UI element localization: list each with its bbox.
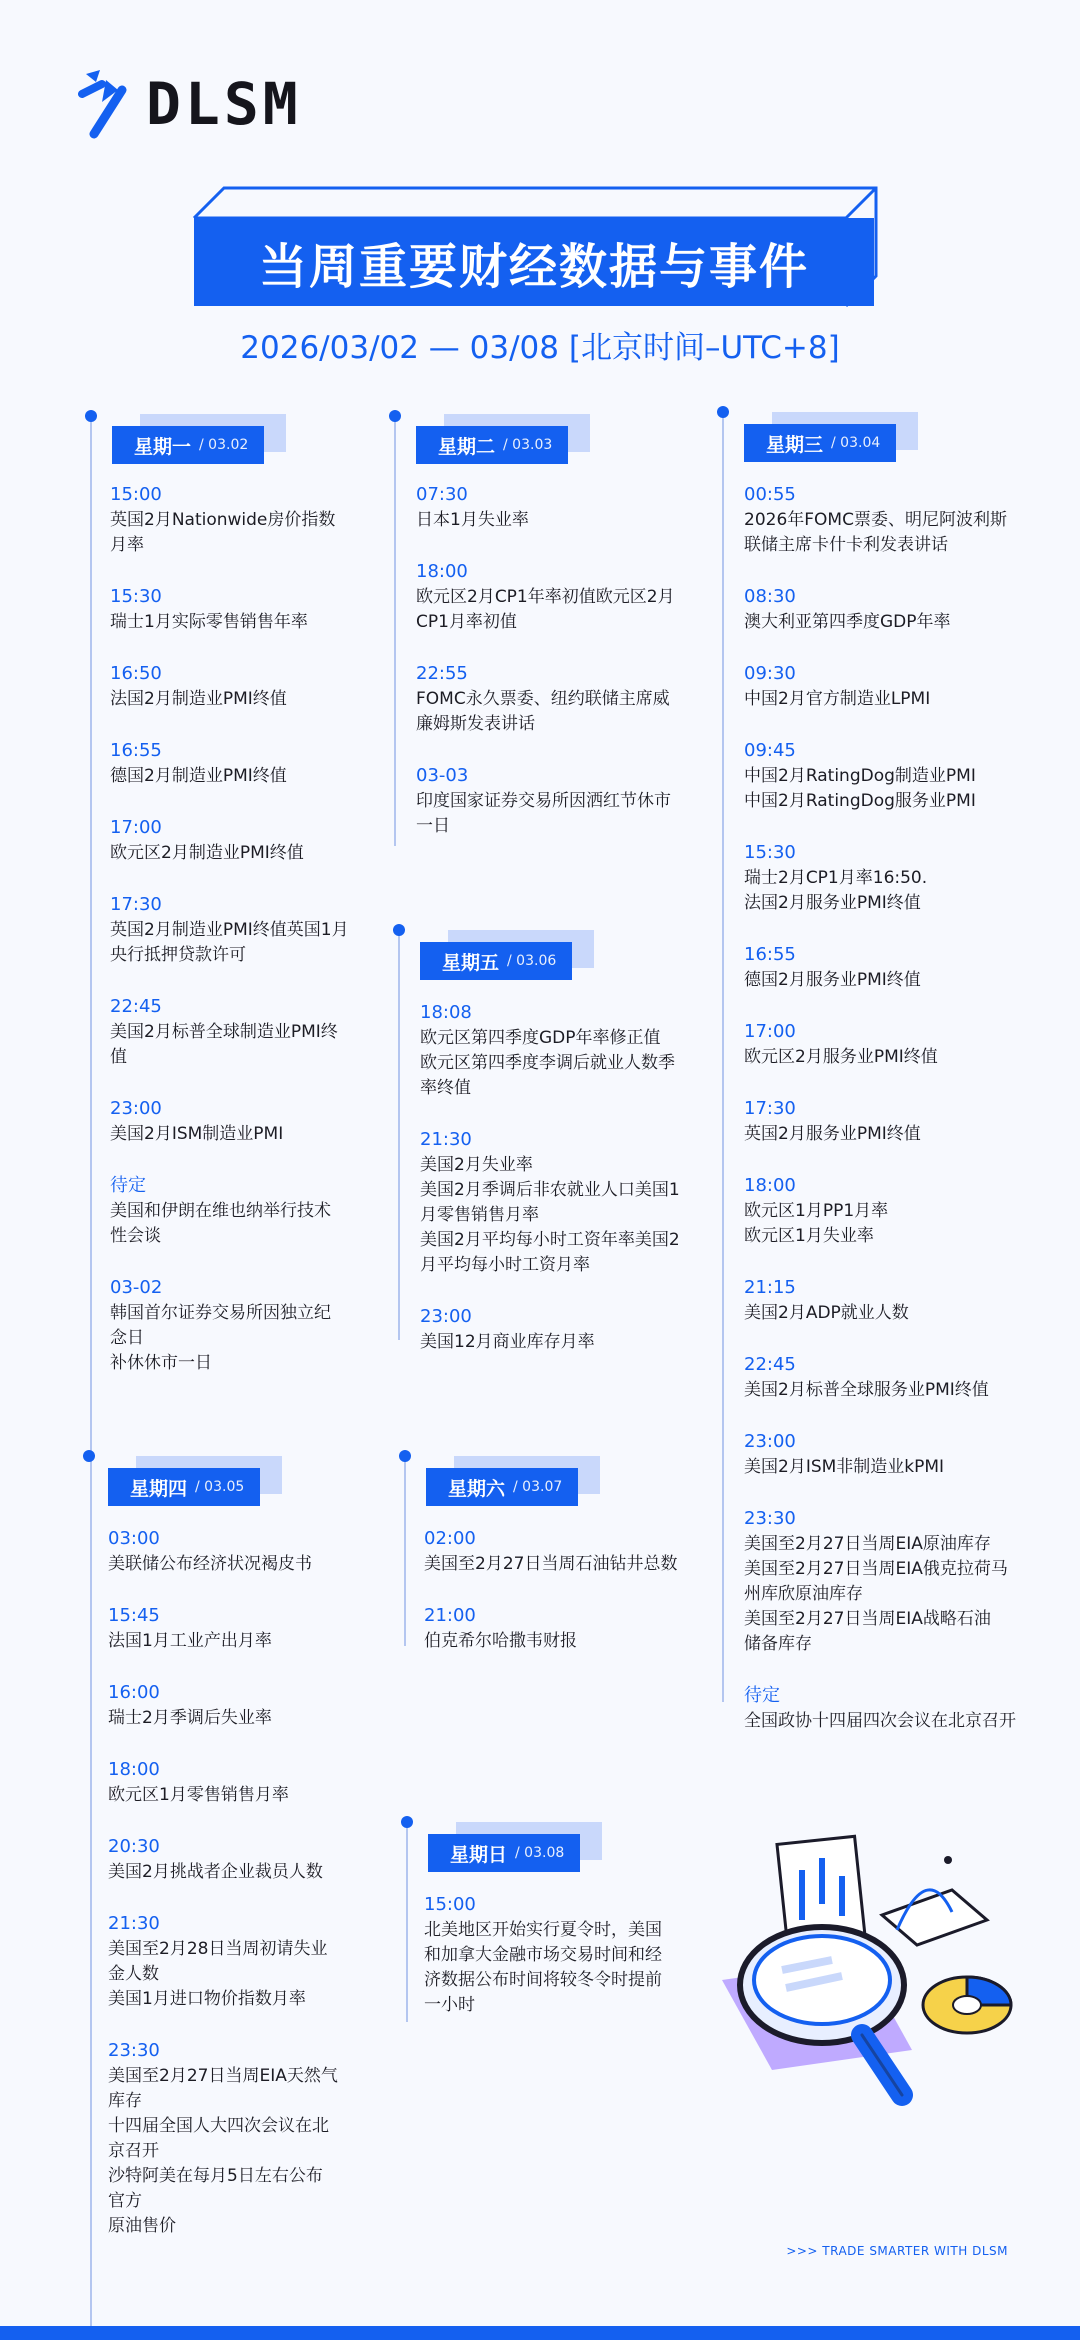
page-title: 当周重要财经数据与事件	[194, 218, 874, 306]
event-description: 廉姆斯发表讲话	[416, 714, 535, 734]
event-description: 美国2月季调后非农就业人口美国1	[420, 1180, 680, 1200]
event-item	[110, 584, 370, 635]
event-time: 21:15	[744, 1277, 796, 1298]
event-description: 美国和伊朗在维也纳举行技术	[110, 1201, 331, 1221]
event-description: 韩国首尔证券交易所因独立纪	[110, 1303, 331, 1323]
event-description: 美国至2月28日当周初请失业	[108, 1939, 328, 1959]
event-description: 十四届全国人大四次会议在北	[108, 2116, 329, 2136]
event-time: 16:50	[110, 663, 162, 684]
event-time: 21:30	[108, 1913, 160, 1934]
event-item	[108, 1834, 388, 1885]
day-name: 星期三	[766, 433, 824, 456]
event-time: 16:00	[108, 1682, 160, 1703]
event-item	[744, 661, 1044, 712]
logo-text: DLSM	[146, 70, 302, 138]
event-description: 瑞士2月季调后失业率	[108, 1708, 272, 1728]
event-time: 23:30	[744, 1508, 796, 1529]
event-description: 英国2月服务业PMI终值	[744, 1124, 921, 1144]
event-item	[110, 1173, 370, 1249]
event-description: 补休休市一日	[110, 1353, 212, 1373]
event-time: 18:08	[420, 1002, 472, 1023]
brand-logo	[78, 66, 302, 142]
event-time: 07:30	[416, 484, 468, 505]
event-description: 济数据公布时间将较冬令时提前	[424, 1970, 662, 1990]
event-time: 21:00	[424, 1605, 476, 1626]
event-item	[744, 1173, 1044, 1249]
event-time: 22:55	[416, 663, 468, 684]
event-description: 值	[110, 1047, 127, 1067]
event-description: 库存	[108, 2091, 142, 2111]
event-item	[744, 1683, 1044, 1734]
event-description: 英国2月Nationwide房价指数	[110, 510, 336, 530]
event-time: 23:30	[108, 2040, 160, 2061]
timeline-dot	[85, 410, 97, 422]
event-description: 欧元区2月服务业PMI终值	[744, 1047, 938, 1067]
event-description: 日本1月失业率	[416, 510, 529, 530]
event-time: 02:00	[424, 1528, 476, 1549]
event-description: 念日	[110, 1328, 144, 1348]
event-item	[416, 763, 706, 839]
day-name: 星期六	[448, 1477, 506, 1500]
event-description: 沙特阿美在每月5日左右公布	[108, 2166, 323, 2186]
day-date: / 03.04	[831, 435, 881, 451]
event-time: 待定	[744, 1685, 780, 1706]
event-description: 美国2月ISM非制造业kPMI	[744, 1457, 945, 1477]
event-time: 15:45	[108, 1605, 160, 1626]
event-description: 瑞士2月CP1月率16:50.	[744, 868, 928, 888]
timeline-dot	[83, 1450, 95, 1462]
event-description: 原油售价	[108, 2216, 176, 2236]
event-description: 英国2月制造业PMI终值英国1月	[110, 920, 349, 940]
event-time: 23:00	[420, 1306, 472, 1327]
event-item	[108, 1603, 388, 1654]
event-list	[424, 1892, 694, 2044]
timeline-dot	[717, 406, 729, 418]
event-time: 16:55	[110, 740, 162, 761]
day-date: / 03.06	[507, 953, 557, 969]
event-item	[110, 482, 370, 558]
event-list	[420, 1000, 720, 1381]
event-time: 15:00	[424, 1894, 476, 1915]
event-description: 月零售销售月率	[420, 1205, 539, 1225]
tagline: >>> TRADE SMARTER WITH DLSM	[786, 2244, 1008, 2258]
event-time: 18:00	[108, 1759, 160, 1780]
event-time: 00:55	[744, 484, 796, 505]
event-item	[108, 1911, 388, 2012]
event-time: 23:00	[744, 1431, 796, 1452]
day-date: / 03.07	[513, 1479, 563, 1495]
event-description: 欧元区第四季度GDP年率修正值	[420, 1028, 661, 1048]
event-description: 美国12月商业库存月率	[420, 1332, 595, 1352]
event-description: 美联储公布经济状况褐皮书	[108, 1554, 312, 1574]
event-item	[110, 892, 370, 968]
event-item	[744, 840, 1044, 916]
event-time: 17:30	[110, 894, 162, 915]
event-time: 17:30	[744, 1098, 796, 1119]
event-description: 北美地区开始实行夏令时，美国	[424, 1920, 662, 1940]
bottom-bar	[0, 2326, 1080, 2340]
event-list	[424, 1526, 714, 1680]
day-name: 星期二	[438, 435, 496, 458]
event-time: 15:30	[744, 842, 796, 863]
event-description: 2026年FOMC票委、明尼阿波利斯	[744, 510, 1007, 530]
event-item	[744, 584, 1044, 635]
event-description: 美国2月ADP就业人数	[744, 1303, 909, 1323]
event-description: 州库欣原油库存	[744, 1584, 863, 1604]
event-description: 美国2月失业率	[420, 1155, 533, 1175]
event-description: 印度国家证券交易所因洒红节休市	[416, 791, 671, 811]
event-description: 储备库存	[744, 1634, 812, 1654]
logo-mark-icon	[78, 66, 138, 142]
event-description: 美国2月标普全球制造业PMI终	[110, 1022, 338, 1042]
event-description: 美国至2月27日当周EIA天然气	[108, 2066, 338, 2086]
event-time: 15:30	[110, 586, 162, 607]
event-time: 03-02	[110, 1277, 163, 1298]
event-description: 美国2月ISM制造业PMI	[110, 1124, 284, 1144]
day-name: 星期四	[130, 1477, 188, 1500]
event-item	[420, 1127, 720, 1278]
timeline-dot	[401, 1816, 413, 1828]
event-description: 美国2月平均每小时工资年率美国2	[420, 1230, 680, 1250]
event-time: 16:55	[744, 944, 796, 965]
event-description: 率终值	[420, 1078, 471, 1098]
event-description: 美国至2月27日当周EIA原油库存	[744, 1534, 991, 1554]
event-time: 20:30	[108, 1836, 160, 1857]
event-item	[744, 1506, 1044, 1657]
event-time: 09:45	[744, 740, 796, 761]
event-time: 17:00	[110, 817, 162, 838]
event-description: 欧元区1月失业率	[744, 1226, 874, 1246]
event-description: 美国至2月27日当周EIA战略石油	[744, 1609, 991, 1629]
event-time: 09:30	[744, 663, 796, 684]
day-name: 星期日	[450, 1843, 508, 1866]
event-time: 03-03	[416, 765, 469, 786]
event-time: 22:45	[110, 996, 162, 1017]
event-description: 美国至2月27日当周石油钻井总数	[424, 1554, 678, 1574]
day-date: / 03.08	[515, 1845, 565, 1861]
event-description: 德国2月服务业PMI终值	[744, 970, 921, 990]
event-time: 22:45	[744, 1354, 796, 1375]
event-description: 瑞士1月实际零售销售年率	[110, 612, 308, 632]
event-item	[416, 559, 706, 635]
event-item	[744, 942, 1044, 993]
event-item	[420, 1000, 720, 1101]
event-item	[744, 1019, 1044, 1070]
event-description: 央行抵押贷款许可	[110, 945, 246, 965]
event-list	[108, 1526, 388, 2265]
event-time: 15:00	[110, 484, 162, 505]
event-list	[110, 482, 370, 1402]
timeline-dot	[399, 1450, 411, 1462]
event-description: 京召开	[108, 2141, 159, 2161]
event-list	[744, 482, 1044, 1760]
event-time: 21:30	[420, 1129, 472, 1150]
event-item	[108, 2038, 388, 2239]
event-description: CP1月率初值	[416, 612, 517, 632]
event-item	[744, 1429, 1044, 1480]
event-time: 待定	[110, 1175, 146, 1196]
event-description: 澳大利亚第四季度GDP年率	[744, 612, 951, 632]
event-item	[424, 1603, 714, 1654]
timeline-dot	[393, 924, 405, 936]
day-name: 星期一	[134, 435, 192, 458]
event-description: 欧元区1月零售销售月率	[108, 1785, 289, 1805]
event-description: 美国2月标普全球服务业PMI终值	[744, 1380, 989, 1400]
event-description: 欧元区2月制造业PMI终值	[110, 843, 304, 863]
event-description: 伯克希尔哈撒韦财报	[424, 1631, 577, 1651]
day-date: / 03.03	[503, 437, 553, 453]
day-date: / 03.05	[195, 1479, 245, 1495]
event-item	[110, 1275, 370, 1376]
event-time: 23:00	[110, 1098, 162, 1119]
event-item	[744, 1275, 1044, 1326]
day-name: 星期五	[442, 951, 500, 974]
magnifier-chart-illustration-icon	[712, 1820, 1032, 2120]
event-item	[110, 661, 370, 712]
event-description: 联储主席卡什卡利发表讲话	[744, 535, 948, 555]
event-item	[424, 1526, 714, 1577]
event-time: 03:00	[108, 1528, 160, 1549]
event-description: 和加拿大金融市场交易时间和经	[424, 1945, 662, 1965]
event-description: 全国政协十四届四次会议在北京召开	[744, 1711, 1016, 1731]
event-item	[110, 1096, 370, 1147]
event-description: 法国1月工业产出月率	[108, 1631, 272, 1651]
event-description: 月率	[110, 535, 144, 555]
date-range: 2026/03/02 — 03/08 [北京时间–UTC+8]	[240, 330, 840, 366]
event-description: 欧元区第四季度李调后就业人数季	[420, 1053, 675, 1073]
event-item	[424, 1892, 694, 2018]
event-item	[416, 482, 706, 533]
event-time: 18:00	[744, 1175, 796, 1196]
event-description: 欧元区2月CP1年率初值欧元区2月	[416, 587, 675, 607]
event-item	[744, 1352, 1044, 1403]
event-item	[110, 815, 370, 866]
event-description: 一小时	[424, 1995, 475, 2015]
event-description: 一日	[416, 816, 450, 836]
event-description: 官方	[108, 2191, 142, 2211]
event-description: 中国2月RatingDog服务业PMI	[744, 791, 976, 811]
event-item	[744, 1096, 1044, 1147]
event-description: 美国至2月27日当周EIA俄克拉荷马	[744, 1559, 1008, 1579]
timeline-dot	[389, 410, 401, 422]
event-item	[420, 1304, 720, 1355]
event-description: FOMC永久票委、纽约联储主席威	[416, 689, 670, 709]
event-item	[744, 738, 1044, 814]
event-item	[416, 661, 706, 737]
event-item	[108, 1757, 388, 1808]
event-description: 美国1月进口物价指数月率	[108, 1989, 306, 2009]
event-description: 中国2月RatingDog制造业PMI	[744, 766, 976, 786]
day-date: / 03.02	[199, 437, 249, 453]
event-description: 法国2月制造业PMI终值	[110, 689, 287, 709]
event-time: 08:30	[744, 586, 796, 607]
event-description: 金人数	[108, 1964, 159, 1984]
event-item	[108, 1526, 388, 1577]
event-time: 17:00	[744, 1021, 796, 1042]
event-item	[110, 738, 370, 789]
event-description: 德国2月制造业PMI终值	[110, 766, 287, 786]
event-description: 中国2月官方制造业LPMI	[744, 689, 931, 709]
event-description: 性会谈	[110, 1226, 161, 1246]
event-description: 月平均每小时工资月率	[420, 1255, 590, 1275]
event-list	[416, 482, 706, 865]
event-item	[110, 994, 370, 1070]
event-item	[108, 1680, 388, 1731]
event-description: 欧元区1月PP1月率	[744, 1201, 889, 1221]
event-time: 18:00	[416, 561, 468, 582]
event-item	[744, 482, 1044, 558]
event-description: 美国2月挑战者企业裁员人数	[108, 1862, 323, 1882]
event-description: 法国2月服务业PMI终值	[744, 893, 921, 913]
